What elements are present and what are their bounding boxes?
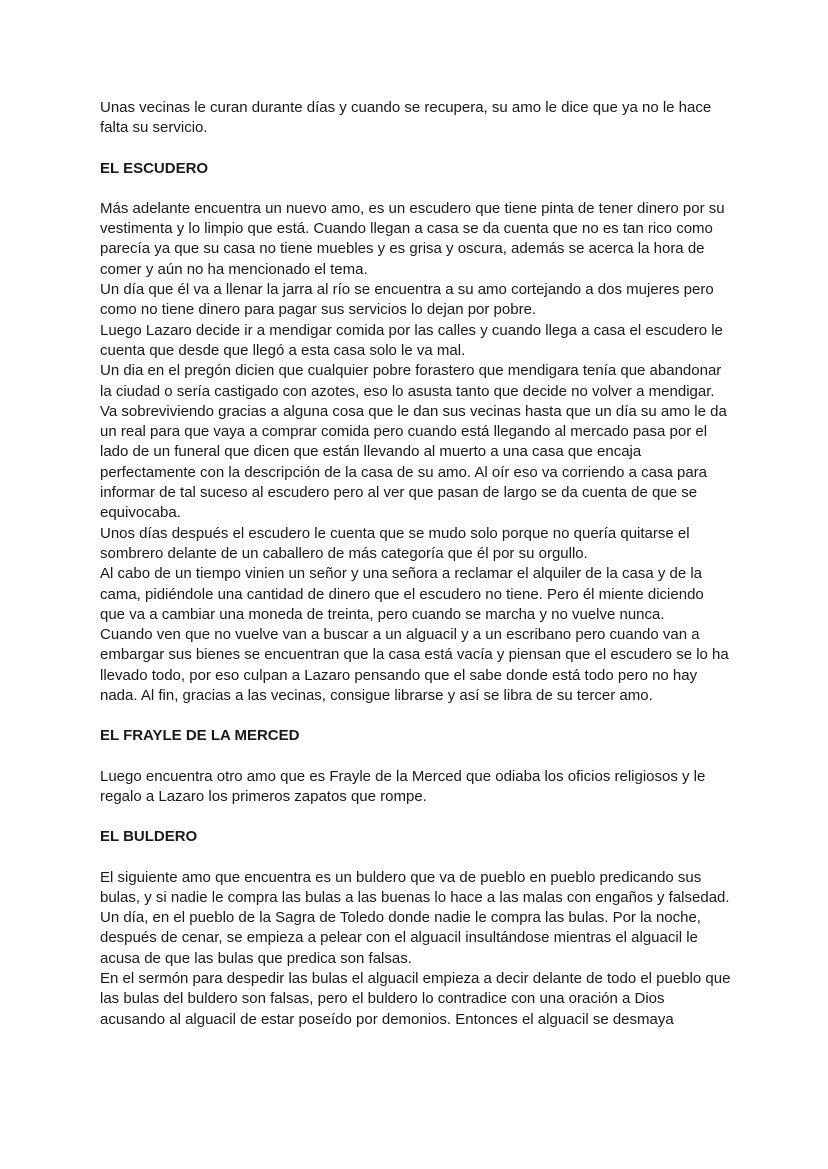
- body-paragraph: Un día, en el pueblo de la Sagra de Toledo donde nadie le compra las bulas. Por la noche, después de cenar, se empieza a pelear con el alguacil insultándose mientras el alguacil le acusa de que las bulas que predica son falsas.: [100, 909, 701, 967]
- body-paragraph: Al cabo de un tiempo vinien un señor y una señora a reclamar el alquiler de la casa y de la cama, pidiéndole una cantidad de dinero que el escudero no tiene. Pero él miente diciendo que va a cambiar una moneda de treinta, pero cuando se marcha y no vuelve nunca.: [100, 565, 704, 623]
- section-heading-frayle: EL FRAYLE DE LA MERCED: [100, 727, 300, 745]
- body-paragraph: El siguiente amo que encuentra es un buldero que va de pueblo en pueblo predicando sus bulas, y si nadie le compra las bulas a las buenas lo hace a las malas con engaños y falsedad.: [100, 868, 730, 906]
- body-paragraph: Un día que él va a llenar la jarra al río se encuentra a su amo cortejando a dos mujeres pero como no tiene dinero para pagar sus servicios lo dejan por pobre.: [100, 281, 714, 319]
- body-paragraph: Un dia en el pregón dicien que cualquier pobre forastero que mendigara tenía que abandonar la ciudad o sería castigado con azotes, eso lo asusta tanto que decide no volver a mendigar.: [100, 362, 722, 400]
- body-paragraph: Luego Lazaro decide ir a mendigar comida por las calles y cuando llega a casa el escudero le cuenta que desde que llegó a esta casa solo le va mal.: [100, 321, 723, 359]
- intro-paragraph: Unas vecinas le curan durante días y cuando se recupera, su amo le dice que ya no le hace falta su servicio.: [100, 99, 712, 137]
- body-paragraph: En el sermón para despedir las bulas el alguacil empieza a decir delante de todo el pueblo que las bulas del buldero son falsas, pero el buldero lo contradice con una oración a Dios acusando al alguacil de estar poseído por demonios. Entonces el alguacil se desmaya: [100, 969, 731, 1028]
- body-paragraph: Más adelante encuentra un nuevo amo, es un escudero que tiene pinta de tener dinero por su vestimenta y lo limpio que está. Cuando llegan a casa se da cuenta que no es tan rico como parecía ya que su casa no tiene muebles y es grisa y oscura, además se acerca la hora de comer y aún no ha mencionado el tema.: [100, 199, 725, 278]
- section-body-buldero: [100, 868, 732, 1030]
- section-body-frayle: [100, 767, 732, 808]
- body-paragraph: Unos días después el escudero le cuenta que se mudo solo porque no quería quitarse el sombrero delante de un caballero de más categoría que él por su orgullo.: [100, 524, 690, 562]
- body-paragraph: Luego encuentra otro amo que es Frayle de la Merced que odiaba los oficios religiosos y le regalo a Lazaro los primeros zapatos que rompe.: [100, 767, 706, 805]
- section-heading-buldero: EL BULDERO: [100, 828, 198, 846]
- section-heading-escudero: EL ESCUDERO: [100, 159, 209, 177]
- body-paragraph: Va sobreviviendo gracias a alguna cosa que le dan sus vecinas hasta que un día su amo le da un real para que vaya a comprar comida pero cuando está llegando al mercado pasa por el lado de un funeral que dicen que están llevando al muerto a una casa que encaja perfectamente con la descripción de la casa de su amo. Al oír eso va corriendo a casa para informar de tal suceso al escudero pero al ver que pasan de largo se da cuenta de que se equivocaba.: [100, 402, 727, 522]
- body-paragraph: Cuando ven que no vuelve van a buscar a un alguacil y a un escribano pero cuando van a embargar sus bienes se encuentran que la casa está vacía y piensan que el escudero se lo ha llevado todo, por eso culpan a Lazaro pensando que el sabe donde está todo pero no hay nada. Al fin, gracias a las vecinas, consigue librarse y así se libra de su tercer amo.: [100, 626, 729, 705]
- section-body-escudero: [100, 199, 732, 706]
